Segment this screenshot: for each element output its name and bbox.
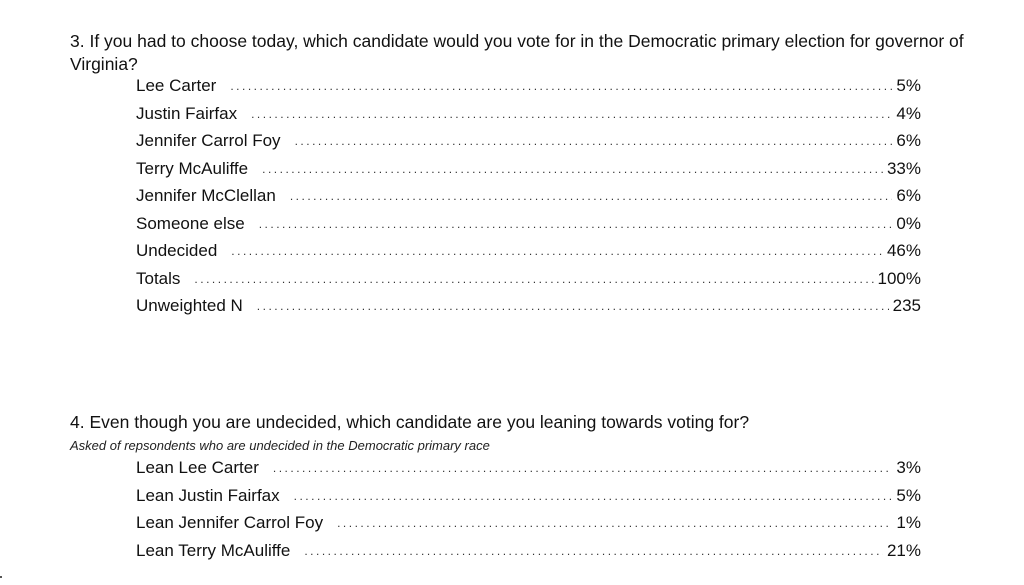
result-row	[136, 159, 921, 187]
result-row	[136, 76, 921, 104]
row-label: Someone else	[136, 213, 245, 233]
dot-leader	[231, 244, 883, 258]
row-label: Jennifer McClellan	[136, 186, 276, 205]
result-row	[136, 541, 921, 569]
result-row-unweighted-n	[136, 296, 921, 324]
dot-leader	[230, 79, 892, 93]
dot-leader	[262, 162, 883, 176]
row-label: Lean Justin Fairfax	[136, 485, 280, 505]
result-row	[136, 186, 921, 214]
dot-leader	[294, 489, 893, 503]
result-row	[136, 104, 921, 132]
question-4-results	[136, 458, 921, 568]
dot-leader	[337, 516, 892, 530]
row-value: 5%	[896, 485, 921, 505]
row-label: Terry McAuliffe	[136, 158, 249, 178]
result-row	[136, 131, 921, 159]
dot-leader	[290, 189, 893, 203]
row-value: 46%	[886, 241, 921, 260]
row-value: 0%	[896, 213, 921, 233]
dot-leader	[259, 217, 893, 231]
result-row-totals	[136, 269, 921, 297]
row-value: 4%	[896, 103, 921, 123]
row-label: Unweighted N	[136, 296, 243, 315]
dot-leader	[257, 299, 889, 313]
dot-leader	[304, 544, 883, 558]
dot-leader	[273, 461, 893, 475]
dot-leader	[251, 107, 892, 121]
row-label: Undecided	[136, 241, 218, 260]
result-row	[136, 513, 921, 541]
row-label: Lean Jennifer Carrol Foy	[136, 513, 324, 532]
result-row	[136, 214, 921, 242]
question-4-title: 4. Even though you are undecided, which candidate are you leaning towards voting for?	[70, 412, 750, 432]
result-row	[136, 241, 921, 269]
row-value: 5%	[896, 76, 921, 95]
row-label: Lee Carter	[136, 76, 217, 95]
result-row	[136, 486, 921, 514]
dot-leader	[295, 134, 893, 148]
row-value: 21%	[886, 540, 921, 560]
question-3-title: 3. If you had to choose today, which candidate would you vote for in the Democratic primary election for governor of Virginia?	[70, 31, 964, 74]
question-3-results	[136, 76, 921, 324]
row-value: 33%	[886, 158, 921, 178]
question-4-note: Asked of repsondents who are undecided in the Democratic primary race	[70, 438, 490, 453]
scan-speck	[0, 576, 2, 578]
row-value: 3%	[896, 458, 921, 477]
row-label: Totals	[136, 268, 181, 288]
row-value: 100%	[877, 268, 921, 288]
row-label: Lean Terry McAuliffe	[136, 540, 291, 560]
result-row	[136, 458, 921, 486]
row-value: 6%	[896, 186, 921, 205]
row-label: Jennifer Carrol Foy	[136, 131, 281, 150]
row-value: 6%	[896, 131, 921, 150]
row-value: 235	[892, 296, 921, 315]
row-label: Lean Lee Carter	[136, 458, 259, 477]
row-label: Justin Fairfax	[136, 103, 238, 123]
dot-leader	[194, 272, 873, 286]
row-value: 1%	[896, 513, 921, 532]
